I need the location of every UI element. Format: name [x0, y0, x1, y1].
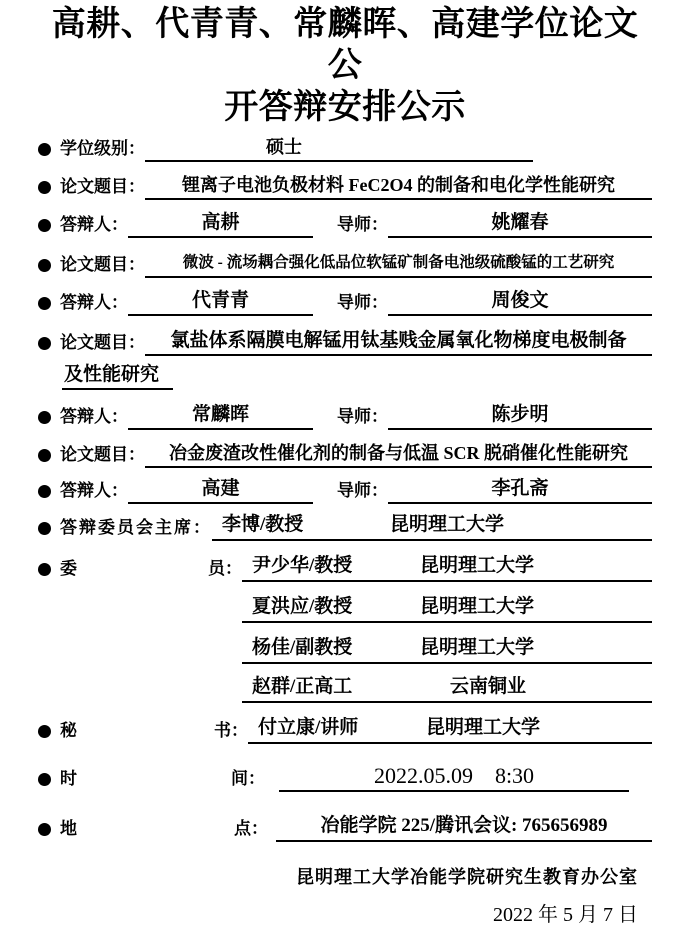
- location-value: 冶能学院 225/腾讯会议: 765656989: [276, 812, 652, 842]
- thesis-title-value-1: 锂离子电池负极材料 FeC2O4 的制备和电化学性能研究: [145, 172, 652, 200]
- committee-member-row-3: [38, 635, 652, 664]
- footer-office: 昆明理工大学冶能学院研究生教育办公室: [296, 867, 638, 888]
- bullet-icon: [38, 449, 51, 462]
- bullet-icon: [38, 773, 51, 786]
- thesis-title-row-2: [38, 250, 652, 278]
- bullet-icon: [38, 725, 51, 738]
- member-affiliation: 昆明理工大学: [420, 596, 535, 618]
- committee-member-value: [242, 635, 652, 664]
- bullet-icon: [38, 143, 51, 156]
- committee-label: [60, 556, 242, 582]
- defender-row-3: [38, 402, 652, 430]
- secretary-row: [38, 715, 652, 744]
- advisor-label: 导师：: [337, 407, 388, 427]
- chair-row: [38, 512, 652, 541]
- committee-member-row-4: [38, 674, 652, 703]
- time-label: [60, 766, 265, 792]
- advisor-label: 导师：: [337, 293, 388, 313]
- bullet-icon: [38, 522, 51, 535]
- defender-row-1: [38, 210, 652, 238]
- thesis-title-value-3-line-1: 氯盐体系隔膜电解锰用钛基贱金属氧化物梯度电极制备: [145, 328, 652, 356]
- member-person: 尹少华/教授: [252, 555, 353, 577]
- bullet-icon: [38, 337, 51, 350]
- thesis-title-value-3-line-2: 及性能研究: [62, 362, 173, 390]
- chair-label: 答辩委员会主席：: [60, 518, 212, 538]
- member-affiliation: 云南铜业: [450, 676, 527, 698]
- committee-member-value: [242, 553, 652, 582]
- time-label-right: 间：: [231, 769, 265, 789]
- thesis-title-label: 论文题目：: [60, 445, 145, 465]
- thesis-title-row-3: [38, 328, 652, 356]
- defender-name-1: 高耕: [128, 210, 313, 238]
- chair-affiliation: 昆明理工大学: [390, 514, 505, 536]
- member-person: 赵群/正高工: [252, 676, 353, 698]
- time-row: [38, 762, 652, 792]
- footer-date: 2022 年 5 月 7 日: [493, 904, 638, 927]
- title-line-1: 高耕、代青青、常麟晖、高建学位论文公: [51, 5, 639, 85]
- degree-value: 硕士: [145, 134, 533, 162]
- degree-row: [38, 134, 652, 162]
- title-line-2: 开答辩安排公示: [224, 87, 466, 126]
- thesis-title-row-1: [38, 172, 652, 200]
- bullet-icon: [38, 411, 51, 424]
- thesis-title-value-4: 冶金废渣改性催化剂的制备与低温 SCR 脱硝催化性能研究: [145, 440, 652, 468]
- location-row: [38, 812, 652, 842]
- defender-label: 答辩人：: [60, 293, 128, 313]
- bullet-icon: [38, 259, 51, 272]
- advisor-name-3: 陈步明: [388, 402, 652, 430]
- thesis-title-label: 论文题目：: [60, 333, 145, 353]
- page-title: [38, 4, 652, 128]
- degree-label: 学位级别：: [60, 139, 145, 159]
- bullet-icon: [38, 219, 51, 232]
- location-label-right: 点：: [234, 819, 268, 839]
- secretary-value: [248, 715, 652, 744]
- defender-row-4: [38, 476, 652, 504]
- bullet-icon: [38, 297, 51, 310]
- member-affiliation: 昆明理工大学: [420, 637, 535, 659]
- secretary-label-right: 书：: [214, 721, 248, 741]
- committee-label-right: 员：: [208, 559, 242, 579]
- bullet-icon: [38, 485, 51, 498]
- committee-member-row-1: [38, 553, 652, 582]
- location-label: [60, 816, 268, 842]
- secretary-label: [60, 718, 248, 744]
- advisor-name-1: 姚耀春: [388, 210, 652, 238]
- defender-label: 答辩人：: [60, 215, 128, 235]
- defender-label: 答辩人：: [60, 407, 128, 427]
- member-person: 夏洪应/教授: [252, 596, 353, 618]
- thesis-title-value-2: 微波 - 流场耦合强化低品位软锰矿制备电池级硫酸锰的工艺研究: [145, 250, 652, 278]
- defender-name-2: 代青青: [128, 288, 313, 316]
- bullet-icon: [38, 181, 51, 194]
- committee-label-left: 委: [60, 559, 77, 579]
- committee-member-value: [242, 674, 652, 703]
- defender-name-4: 高建: [128, 476, 313, 504]
- advisor-label: 导师：: [337, 215, 388, 235]
- bullet-icon: [38, 563, 51, 576]
- location-label-left: 地: [60, 819, 77, 839]
- defender-row-2: [38, 288, 652, 316]
- thesis-title-row-3-continuation: [38, 362, 652, 390]
- advisor-name-4: 李孔斋: [388, 476, 652, 504]
- defender-name-3: 常麟晖: [128, 402, 313, 430]
- thesis-title-label: 论文题目：: [60, 177, 145, 197]
- defender-label: 答辩人：: [60, 481, 128, 501]
- committee-member-value: [242, 594, 652, 623]
- time-label-left: 时: [60, 769, 77, 789]
- thesis-title-row-4: [38, 440, 652, 468]
- committee-member-row-2: [38, 594, 652, 623]
- member-affiliation: 昆明理工大学: [420, 555, 535, 577]
- time-value: 2022.05.09 8:30: [279, 762, 629, 792]
- bullet-icon: [38, 823, 51, 836]
- member-person: 杨佳/副教授: [252, 637, 353, 659]
- secretary-label-left: 秘: [60, 721, 77, 741]
- chair-value: [212, 512, 652, 541]
- secretary-affiliation: 昆明理工大学: [426, 717, 541, 739]
- thesis-title-label: 论文题目：: [60, 255, 145, 275]
- advisor-label: 导师：: [337, 481, 388, 501]
- chair-person: 李博/教授: [222, 514, 304, 536]
- advisor-name-2: 周俊文: [388, 288, 652, 316]
- secretary-person: 付立康/讲师: [258, 717, 359, 739]
